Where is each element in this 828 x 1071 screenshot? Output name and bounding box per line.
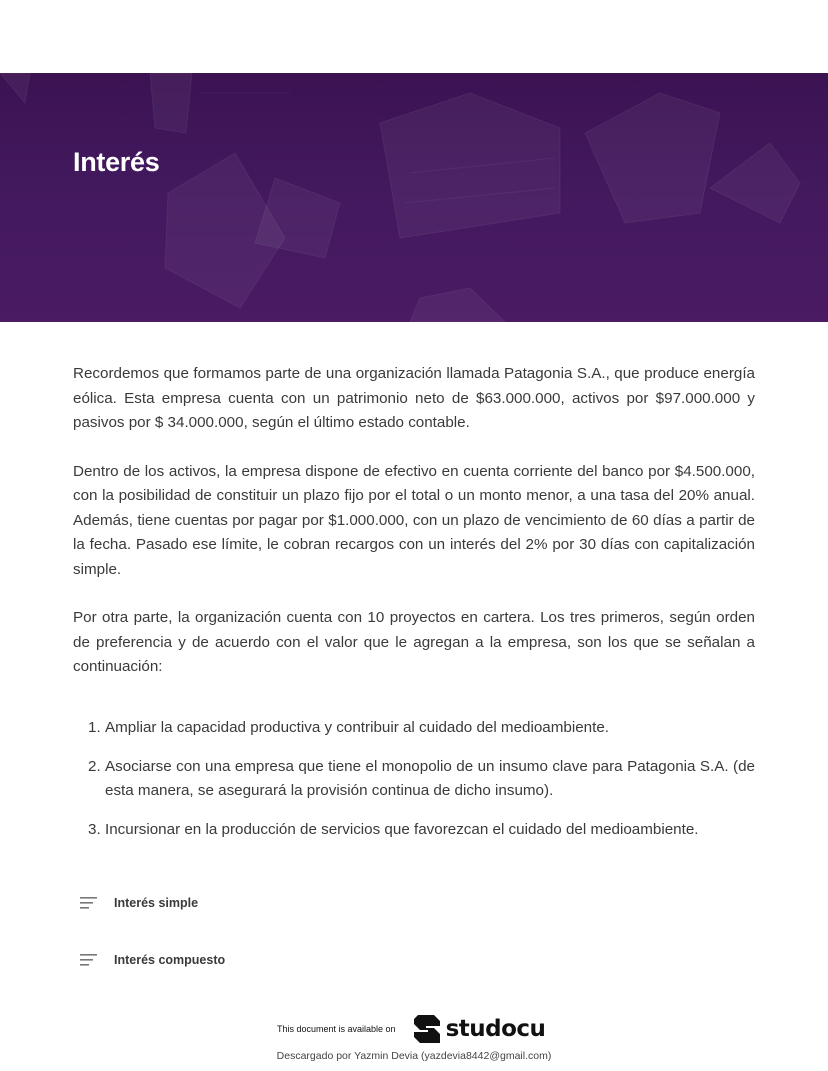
projects-list (88, 716, 755, 856)
paragraph-2: Dentro de los activos, la empresa dispone de efectivo en cuenta corriente del banco por $4.500.000, con la posibilidad de constituir un plazo fijo por el total o un monto menor, a una tasa del 20% anual. Además, tiene cuentas por pagar por $1.000.000, con un plazo de vencimiento de 60 días a partir de la fecha. Pasado ese límite, le cobran recargos con un interés del 2% por 30 días con capitalización simple. (73, 462, 755, 578)
list-item (88, 716, 755, 741)
header-banner (0, 73, 828, 322)
available-text: This document is available on (277, 1024, 396, 1034)
lines-icon (80, 953, 98, 967)
page-title: Interés (73, 147, 160, 177)
list-item-text: Incursionar en la producción de servicios que favorezcan el cuidado del medioambiente. (105, 820, 699, 838)
brand-name: studocu (445, 1016, 546, 1042)
list-item-number: 1. (88, 719, 101, 736)
topic-link-interes-compuesto[interactable] (80, 953, 225, 967)
paragraph-1: Recordemos que formamos parte de una organización llamada Patagonia S.A., que produce energía eólica. Esta empresa cuenta con un patrimonio neto de $63.000.000, activos por $97.000.000 y pasivos por $ 34.000.000, según el último estado contable. (73, 365, 755, 431)
list-item (88, 818, 755, 843)
topic-link-interes-simple[interactable] (80, 896, 198, 910)
lines-icon (80, 896, 98, 910)
decorative-building-shapes (0, 73, 828, 322)
topic-label: Interés compuesto (114, 953, 226, 967)
list-item (88, 755, 755, 804)
list-item-number: 3. (88, 820, 101, 838)
list-item-text: Ampliar la capacidad productiva y contribuir al cuidado del medioambiente. (105, 719, 609, 736)
studocu-logo-icon (412, 1013, 442, 1045)
footer-availability (277, 1013, 545, 1045)
list-item-text: Asociarse con una empresa que tiene el monopolio de un insumo clave para Patagonia S.A. (de esta manera, se asegurará la provisión continua de dicho insumo). (105, 757, 755, 799)
paragraph-3: Por otra parte, la organización cuenta con 10 proyectos en cartera. Los tres primeros, según orden de preferencia y de acuerdo con el valor que le agregan a la empresa, son los que se señalan a continuación: (73, 609, 755, 675)
list-item-number: 2. (88, 757, 101, 775)
intro-text (73, 362, 755, 704)
studocu-logo[interactable] (412, 1013, 546, 1045)
downloaded-by: Descargado por Yazmin Devia (yazdevia8442@gmail.com) (276, 1050, 552, 1062)
topic-label: Interés simple (114, 896, 199, 910)
